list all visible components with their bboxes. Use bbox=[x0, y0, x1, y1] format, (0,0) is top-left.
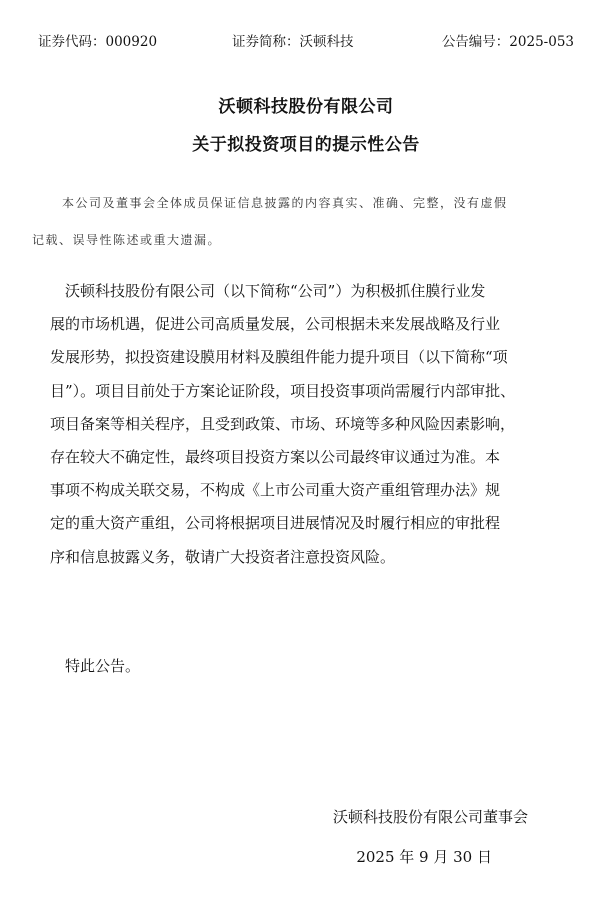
body-line: 展的市场机遇，促进公司高质量发展，公司根据未来发展战略及行业 bbox=[50, 315, 501, 334]
disclosure-statement bbox=[32, 185, 552, 259]
stock-code: 证券代码：000920 bbox=[38, 34, 158, 50]
body-line: 发展形势，拟投资建设膜用材料及膜组件能力提升项目（以下简称“项 bbox=[50, 348, 508, 367]
announcement-title: 关于拟投资项目的提示性公告 bbox=[192, 135, 420, 155]
body-line: 序和信息披露义务，敬请广大投资者注意投资风险。 bbox=[50, 547, 396, 566]
stock-abbreviation: 证券简称：沃顿科技 bbox=[232, 34, 354, 50]
body-line: 沃顿科技股份有限公司（以下简称“公司”）为积极抓住膜行业发 bbox=[65, 282, 486, 300]
body-line: 事项不构成关联交易，不构成《上市公司重大资产重组管理办法》规 bbox=[50, 481, 501, 500]
document-header bbox=[38, 30, 574, 50]
disclosure-line-2: 记载、误导性陈述或重大遗漏。 bbox=[32, 233, 222, 247]
notice-number: 公告编号：2025-053 bbox=[441, 34, 574, 50]
announcement-date: 2025 年 9 月 30 日 bbox=[356, 848, 492, 866]
closing-remark: 特此公告。 bbox=[65, 657, 141, 675]
disclosure-line-1: 本公司及董事会全体成员保证信息披露的内容真实、准确、完整，没有虚假 bbox=[62, 196, 508, 210]
body-line: 定的重大资产重组，公司将根据项目进展情况及时履行相应的审批程 bbox=[50, 514, 501, 533]
body-line: 目”）。项目目前处于方案论证阶段，项目投资事项尚需履行内部审批、 bbox=[50, 381, 516, 400]
body-line: 存在较大不确定性，最终项目投资方案以公司最终审议通过为准。本 bbox=[50, 448, 501, 467]
announcement-body bbox=[50, 275, 558, 574]
body-line: 项目备案等相关程序，且受到政策、市场、环境等多种风险因素影响， bbox=[50, 414, 516, 433]
company-title: 沃顿科技股份有限公司 bbox=[218, 97, 394, 117]
board-signature: 沃顿科技股份有限公司董事会 bbox=[332, 808, 528, 826]
